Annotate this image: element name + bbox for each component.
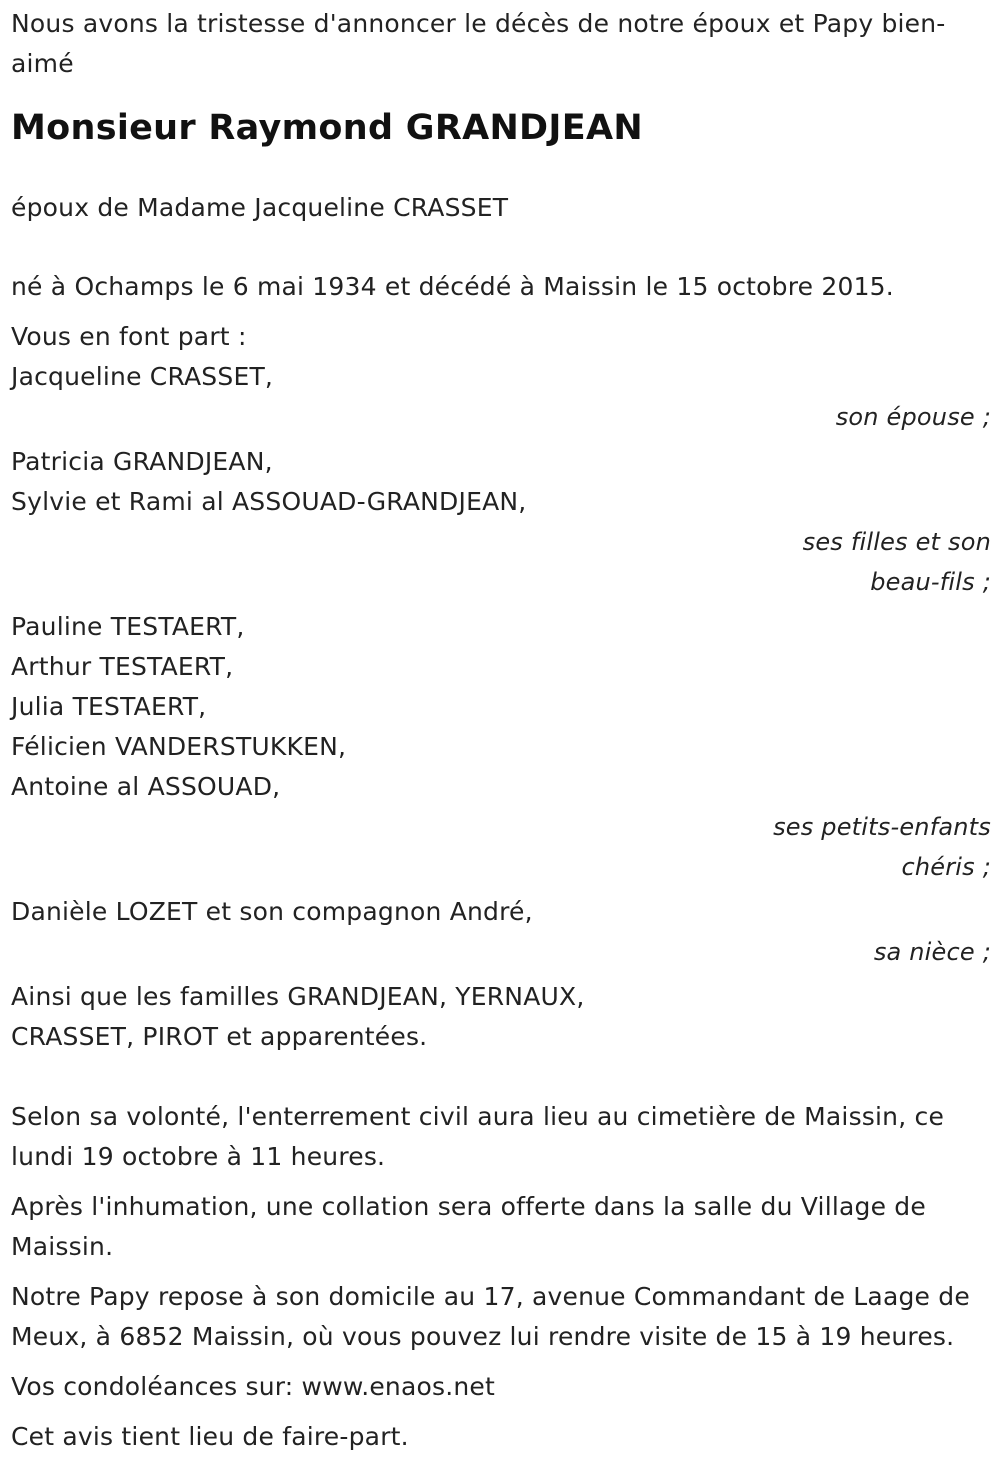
mourner-name: Pauline TESTAERT, — [11, 612, 245, 641]
mourner-name: Patricia GRANDJEAN, — [11, 447, 273, 476]
announce-intro: Vous en font part : — [11, 322, 247, 351]
families-line: Ainsi que les familles GRANDJEAN, YERNAUX, — [11, 982, 585, 1011]
relationship-label: ses petits-enfants — [773, 813, 991, 841]
relationship-label: chéris ; — [901, 853, 991, 881]
mourner-group-daughters — [11, 442, 991, 602]
birth-death-line: né à Ochamps le 6 mai 1934 et décédé à Maissin le 15 octobre 2015. — [11, 272, 894, 301]
mourner-name: Félicien VANDERSTUKKEN, — [11, 732, 347, 761]
mourner-group-families — [11, 977, 991, 1057]
mourner-name: Sylvie et Rami al ASSOUAD-GRANDJEAN, — [11, 487, 527, 516]
visitation-text: Notre Papy repose à son domicile au 17, avenue Commandant de Laage de Meux, à 6852 Maissin, où vous pouvez lui rendre visite de 15 à 19 heures. — [11, 1282, 970, 1351]
relationship-label: sa nièce ; — [873, 938, 991, 966]
relationship-label: son épouse ; — [835, 403, 991, 431]
mourner-group-grandchildren — [11, 607, 991, 887]
mourner-name: Arthur TESTAERT, — [11, 652, 234, 681]
mourner-name: Antoine al ASSOUAD, — [11, 772, 281, 801]
ceremony-text: Selon sa volonté, l'enterrement civil aura lieu au cimetière de Maissin, ce lundi 19 octobre à 11 heures. — [11, 1102, 945, 1171]
mourner-group-wife — [11, 357, 991, 437]
deceased-name: Monsieur Raymond GRANDJEAN — [11, 108, 643, 148]
obituary-notice — [11, 4, 991, 1457]
intro-text: Nous avons la tristesse d'annoncer le décès de notre époux et Papy bien-aimé — [11, 9, 946, 78]
mourner-group-niece — [11, 892, 991, 972]
condolences-text: Vos condoléances sur: www.enaos.net — [11, 1372, 495, 1401]
collation-text: Après l'inhumation, une collation sera offerte dans la salle du Village de Maissin. — [11, 1192, 926, 1261]
mourner-name: Jacqueline CRASSET, — [11, 362, 274, 391]
relationship-label: beau-fils ; — [870, 568, 991, 596]
relationship-label: ses filles et son — [802, 528, 991, 556]
mourner-name: Julia TESTAERT, — [11, 692, 207, 721]
mourner-name: Danièle LOZET et son compagnon André, — [11, 897, 533, 926]
closing-text: Cet avis tient lieu de faire-part. — [11, 1422, 409, 1451]
families-line: CRASSET, PIROT et apparentées. — [11, 1022, 428, 1051]
spouse-line: époux de Madame Jacqueline CRASSET — [11, 193, 509, 222]
